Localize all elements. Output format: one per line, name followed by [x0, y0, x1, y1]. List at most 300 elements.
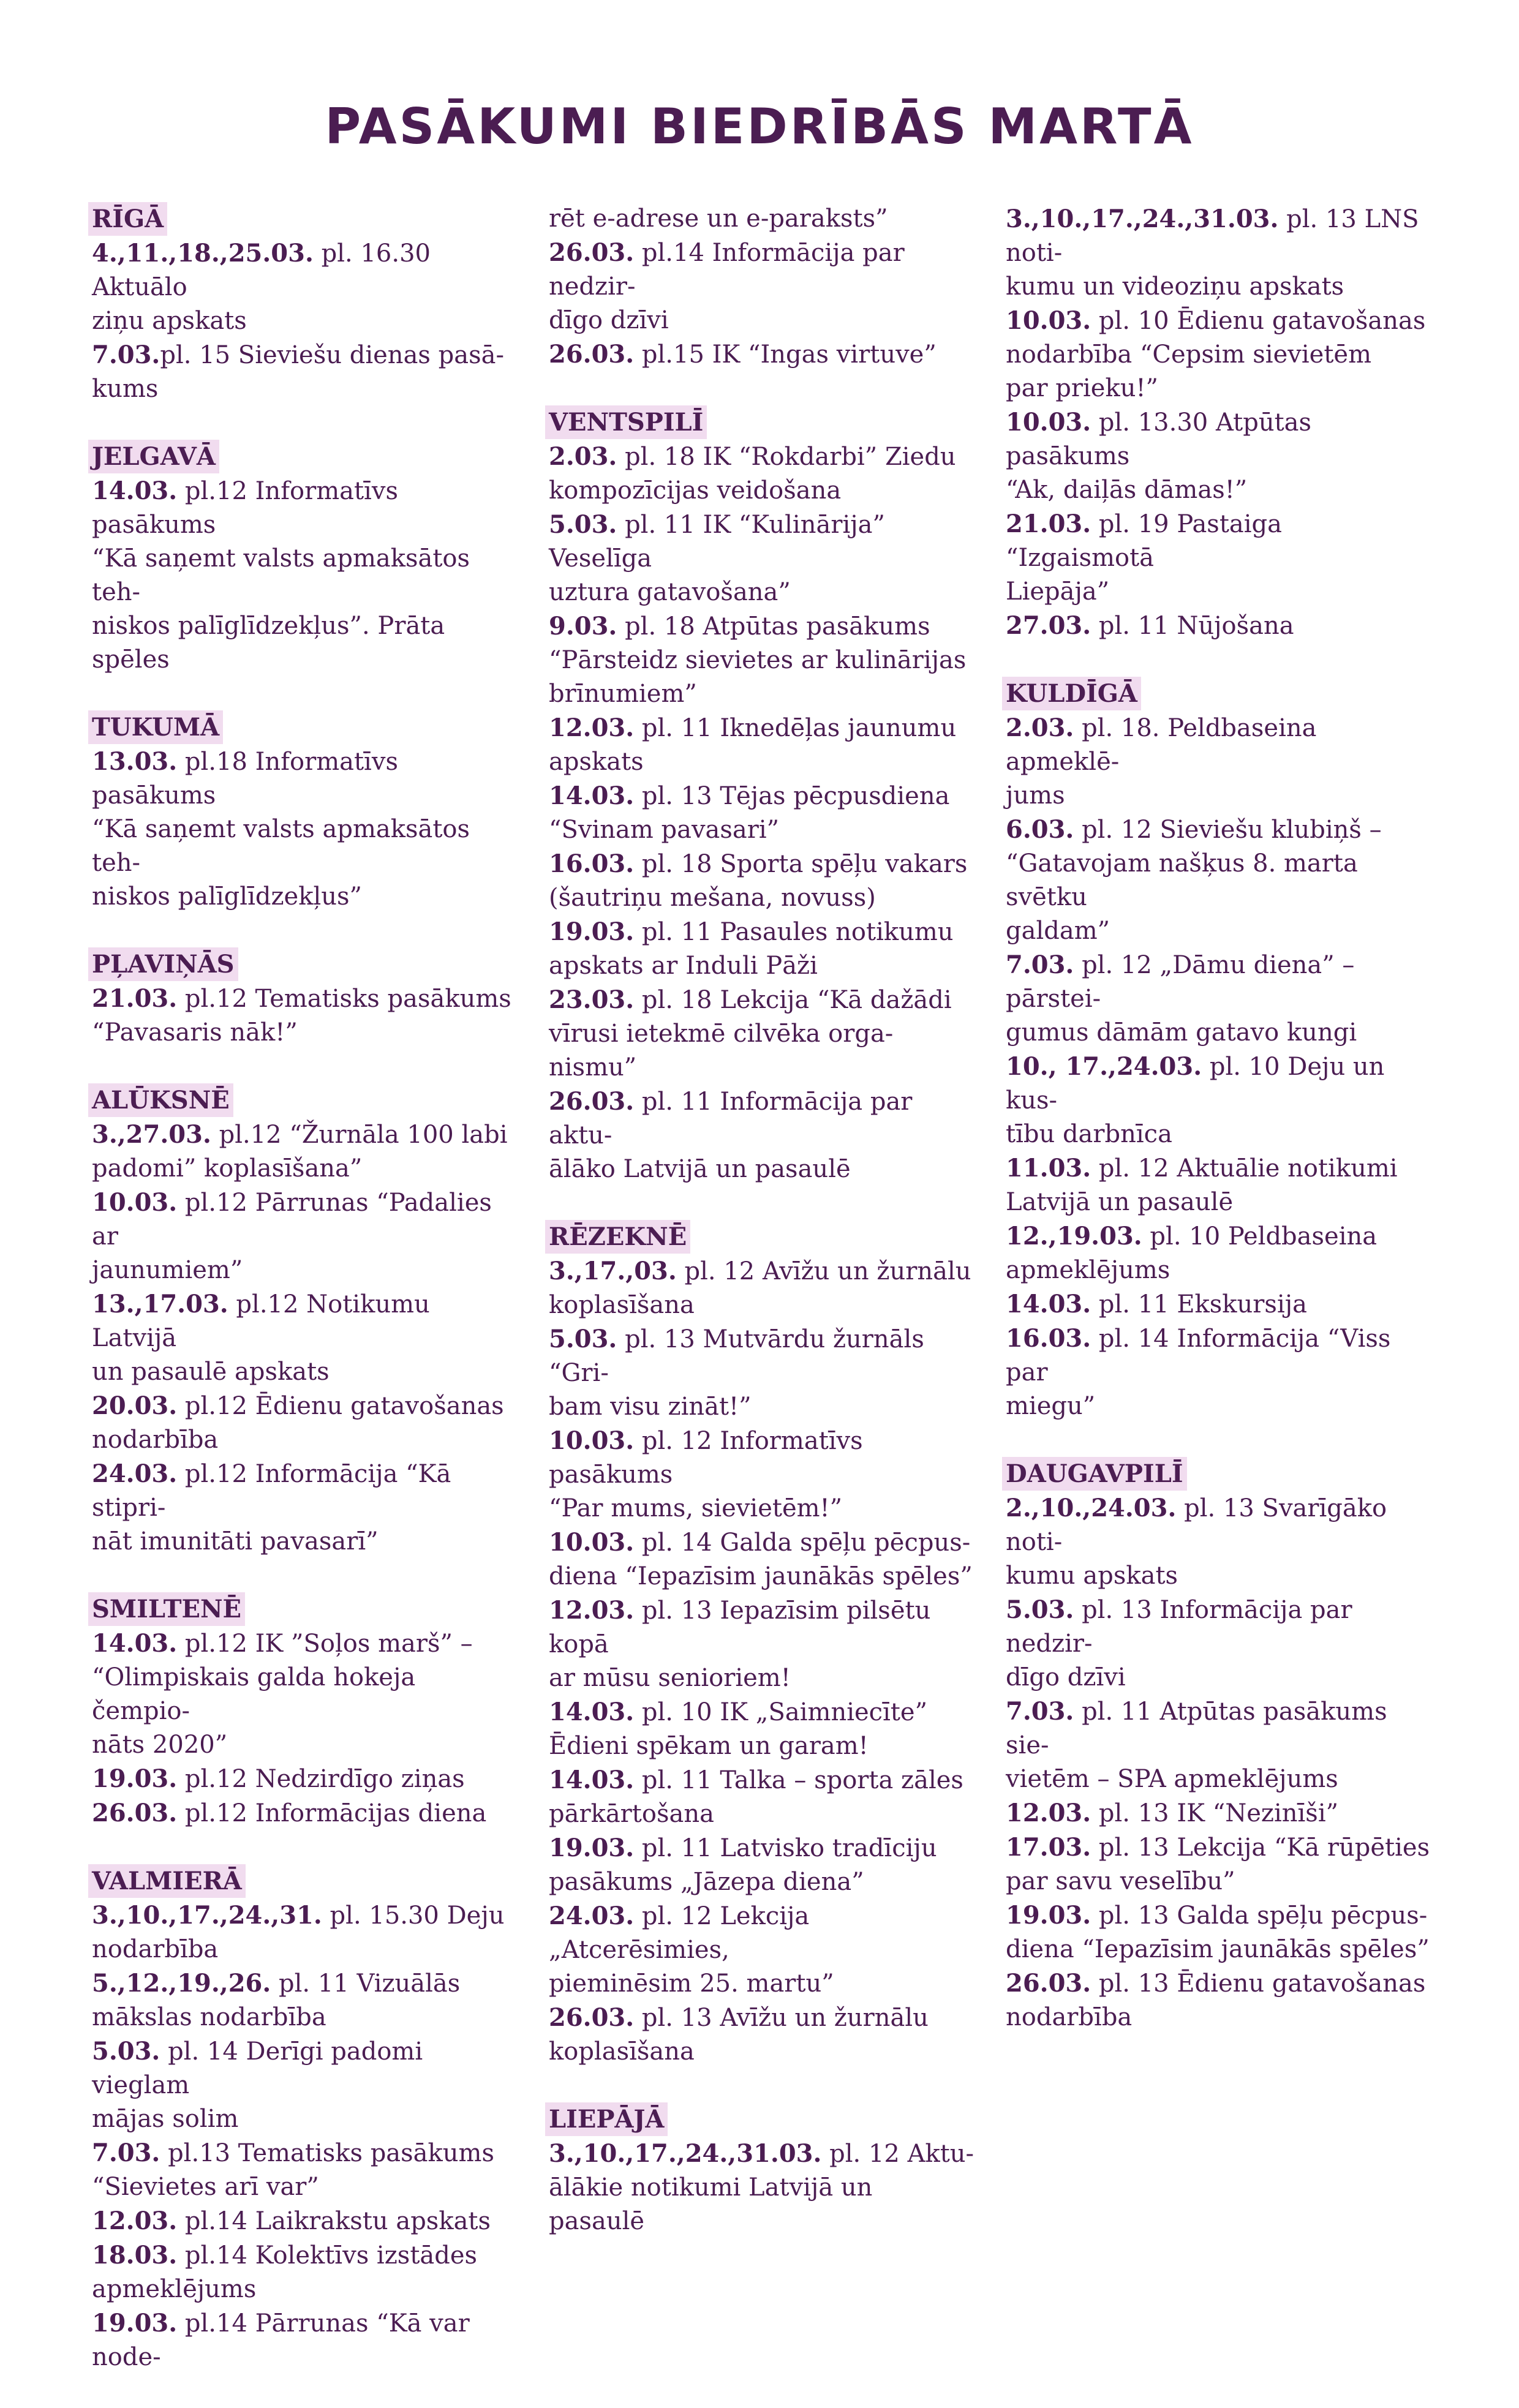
- city-heading: JELGAVĀ: [88, 440, 219, 473]
- event-text: ziņu apskats: [92, 307, 247, 335]
- city-heading: PĻAVIŅĀS: [88, 947, 238, 981]
- event-date: 19.03.: [549, 917, 635, 946]
- event-text: pl. 13 Ēdienu gatavošanas: [1091, 1970, 1426, 1998]
- event-entry-continuation: [92, 2001, 521, 2034]
- event-entry: [1006, 1287, 1434, 1322]
- event-date: 13.03.: [92, 747, 178, 776]
- event-text: pl. 11 Vizuālās: [271, 1970, 461, 1998]
- event-text: pl. 13 Svarīgāko noti-: [1006, 1494, 1387, 1556]
- event-text: vīrusi ietekmē cilvēka orga-: [549, 1020, 894, 1048]
- event-text: pl. 13 LNS noti-: [1006, 205, 1419, 267]
- event-entry-continuation: [92, 1016, 521, 1050]
- event-entry-continuation: [92, 609, 521, 677]
- event-entry: [1006, 1830, 1434, 1865]
- event-date: 7.03.: [92, 341, 160, 369]
- event-entry-continuation: [1006, 1865, 1434, 1898]
- event-entry: [549, 779, 978, 813]
- event-entry: [549, 1526, 978, 1560]
- event-entry: [92, 2034, 521, 2102]
- city-section: [1006, 677, 1434, 1423]
- event-entry-continuation: [92, 1423, 521, 1457]
- event-text: pl.12 “Žurnāla 100 labi: [211, 1121, 508, 1149]
- event-entry-continuation: [549, 1017, 978, 1051]
- event-entry: [549, 2001, 978, 2035]
- event-text: pl. 11 Ekskursija: [1091, 1290, 1307, 1319]
- event-entry: [549, 1593, 978, 1661]
- event-entry-continuation: [549, 2171, 978, 2205]
- event-date: 21.03.: [92, 984, 178, 1013]
- event-text: (šautriņu mešana, novuss): [549, 884, 876, 912]
- city-heading: RĪGĀ: [88, 202, 167, 236]
- event-entry: [92, 1762, 521, 1796]
- event-entry-continuation: [549, 1967, 978, 2001]
- event-text: Ēdieni spēkam un garam!: [549, 1732, 869, 1760]
- event-date: 16.03.: [1006, 1324, 1091, 1353]
- event-entry-continuation: [549, 813, 978, 847]
- event-entry-continuation: [1006, 473, 1434, 507]
- event-entry-continuation: [549, 1729, 978, 1763]
- event-text: “Svinam pavasari”: [549, 816, 780, 844]
- event-date: 3.,17.,03.: [549, 1257, 677, 1285]
- event-date: 26.03.: [92, 1799, 178, 1827]
- event-entry: [549, 1831, 978, 1865]
- event-date: 10.03.: [1006, 306, 1091, 335]
- event-entry: [92, 1287, 521, 1355]
- event-text: pl. 13 Mutvārdu žurnāls “Gri-: [549, 1325, 924, 1387]
- event-entry: [1006, 405, 1434, 473]
- event-text: pl. 12 Avīžu un žurnālu: [676, 1257, 971, 1285]
- event-entry-continuation: [1006, 1254, 1434, 1287]
- event-entry-continuation: [92, 542, 521, 609]
- event-entry-continuation: [549, 2205, 978, 2238]
- column-3: [1006, 202, 1434, 2068]
- event-date: 26.03.: [549, 340, 635, 369]
- event-entry: [1006, 1322, 1434, 1390]
- city-section: [1006, 1457, 1434, 2034]
- event-text: pl. 13 Informācija par nedzir-: [1006, 1596, 1352, 1658]
- event-entry-continuation: [92, 813, 521, 880]
- city-section: [92, 710, 521, 914]
- event-text: ālākie notikumi Latvijā un: [549, 2173, 873, 2202]
- city-section: [1006, 202, 1434, 643]
- event-entry-continuation: [1006, 1186, 1434, 1219]
- event-date: 2.03.: [549, 442, 617, 471]
- event-text: brīnumiem”: [549, 680, 697, 708]
- event-text: pl.14 Kolektīvs izstādes: [177, 2241, 478, 2270]
- event-entry: [1006, 711, 1434, 779]
- event-entry: [92, 1389, 521, 1423]
- event-entry: [1006, 1695, 1434, 1763]
- event-entry: [549, 1899, 978, 1967]
- event-date: 12.03.: [549, 713, 635, 742]
- event-text: pl.12 Nedzirdīgo ziņas: [177, 1765, 465, 1793]
- event-text: pl. 15 Sieviešu dienas pasā-: [160, 341, 504, 369]
- event-date: 9.03.: [549, 612, 617, 641]
- event-text: koplasīšana: [549, 2037, 695, 2066]
- event-entry-continuation: [1006, 914, 1434, 948]
- event-date: 17.03.: [1006, 1833, 1091, 1862]
- event-date: 14.03.: [549, 781, 635, 810]
- event-text: pl.12 Informācija “Kā stipri-: [92, 1460, 451, 1522]
- event-date: 16.03.: [549, 849, 635, 878]
- event-text: pl. 19 Pastaiga “Izgaismotā: [1006, 510, 1283, 572]
- event-date: 10.03.: [1006, 408, 1091, 437]
- event-entry: [92, 1118, 521, 1152]
- event-entry: [549, 2137, 978, 2171]
- event-text: padomi” koplasīšana”: [92, 1154, 363, 1183]
- event-text: kompozīcijas veidošana: [549, 476, 842, 505]
- city-heading: DAUGAVPILĪ: [1002, 1457, 1187, 1491]
- event-entry-continuation: [92, 1933, 521, 1966]
- event-text: uztura gatavošana”: [549, 578, 791, 606]
- event-text: kumu apskats: [1006, 1562, 1178, 1590]
- event-entry: [1006, 507, 1434, 575]
- event-entry-continuation: [549, 1661, 978, 1695]
- event-entry: [549, 337, 978, 372]
- event-entry-continuation: [549, 1492, 978, 1526]
- event-text: pl. 11 Talka – sporta zāles: [634, 1766, 963, 1794]
- event-date: 12.03.: [549, 1596, 635, 1625]
- event-text: pasaulē: [549, 2207, 645, 2235]
- event-entry-continuation: [549, 1390, 978, 1424]
- event-date: 19.03.: [549, 1834, 635, 1862]
- event-text: pl. 16.30 Aktuālo: [92, 239, 431, 301]
- city-section: [92, 947, 521, 1050]
- event-text: pl. 12 Aktu-: [821, 2140, 974, 2168]
- event-entry: [549, 915, 978, 949]
- event-entry: [1006, 1966, 1434, 2001]
- event-entry: [1006, 1898, 1434, 1933]
- event-date: 10., 17.,24.03.: [1006, 1052, 1202, 1081]
- event-text: pl.13 Tematisks pasākums: [160, 2139, 494, 2167]
- event-entry-continuation: [92, 304, 521, 338]
- event-text: nodarbība: [1006, 2003, 1133, 2031]
- event-entry: [92, 2136, 521, 2170]
- event-date: 27.03.: [1006, 611, 1091, 640]
- event-entry: [92, 474, 521, 542]
- event-entry: [549, 508, 978, 576]
- city-heading: ALŪKSNĒ: [88, 1083, 233, 1117]
- city-section: [549, 405, 978, 1186]
- event-text: pl.12 Tematisks pasākums: [177, 985, 511, 1013]
- event-text: pl. 11 Informācija par aktu-: [549, 1088, 913, 1149]
- event-text: pl. 12 Lekcija „Atcerēsimies,: [549, 1902, 810, 1964]
- event-entry-continuation: [549, 677, 978, 711]
- event-entry-continuation: [92, 1355, 521, 1389]
- event-entry-continuation: [1006, 2001, 1434, 2034]
- event-text: pl. 11 Latvisko tradīciju: [634, 1834, 937, 1862]
- event-text: pl.12 Informatīvs pasākums: [92, 477, 398, 539]
- event-text: apmeklējums: [1006, 1256, 1170, 1284]
- event-text: galdam”: [1006, 917, 1110, 945]
- event-text: kumu un videoziņu apskats: [1006, 273, 1344, 301]
- event-text: pl.12 Ēdienu gatavošanas: [177, 1392, 504, 1420]
- event-entry-continuation: [1006, 779, 1434, 813]
- event-entry: [92, 1457, 521, 1525]
- event-date: 5.03.: [92, 2037, 160, 2066]
- event-entry: [1006, 1491, 1434, 1559]
- event-entry-continuation: [549, 202, 978, 236]
- event-text: “Kā saņemt valsts apmaksātos teh-: [92, 544, 470, 606]
- city-heading: VALMIERĀ: [88, 1864, 246, 1898]
- event-text: pl. 18. Peldbaseina apmeklē-: [1006, 714, 1317, 776]
- event-date: 14.03.: [1006, 1290, 1091, 1319]
- event-date: 2.,10.,24.03.: [1006, 1494, 1177, 1522]
- event-text: “Pavasaris nāk!”: [92, 1018, 298, 1047]
- event-text: niskos palīglīdzekļus”: [92, 882, 362, 911]
- city-heading: VENTSPILĪ: [545, 405, 707, 439]
- event-text: ar mūsu senioriem!: [549, 1664, 791, 1692]
- event-text: pl.15 IK “Ingas virtuve”: [634, 341, 937, 369]
- event-entry-continuation: [1006, 372, 1434, 405]
- column-1: [92, 202, 521, 2408]
- event-text: pl. 11 Iknedēļas jaunumu: [634, 714, 957, 742]
- event-entry: [1006, 304, 1434, 338]
- page-title: PASĀKUMI BIEDRĪBĀS MARTĀ: [325, 98, 1194, 155]
- event-text: “Par mums, sievietēm!”: [549, 1494, 843, 1522]
- city-heading: TUKUMĀ: [88, 710, 223, 744]
- event-entry: [92, 1966, 521, 2001]
- event-date: 12.03.: [1006, 1799, 1091, 1827]
- event-text: pl. 18 Sporta spēļu vakars: [634, 850, 968, 878]
- event-entry: [92, 338, 521, 372]
- event-date: 10.03.: [92, 1188, 178, 1217]
- event-date: 19.03.: [92, 1764, 178, 1793]
- event-date: 4.,11.,18.,25.03.: [92, 239, 314, 268]
- event-entry-continuation: [1006, 575, 1434, 609]
- event-text: nismu”: [549, 1053, 637, 1082]
- event-entry: [549, 1763, 978, 1797]
- city-section: [92, 1592, 521, 1830]
- event-date: 5.,12.,19.,26.: [92, 1969, 271, 1998]
- event-date: 14.03.: [549, 1766, 635, 1794]
- event-date: 7.03.: [1006, 1697, 1074, 1726]
- event-entry: [92, 236, 521, 304]
- event-date: 7.03.: [92, 2139, 160, 2167]
- event-text: jums: [1006, 781, 1065, 810]
- event-text: “Ak, daiļās dāmas!”: [1006, 476, 1248, 504]
- event-date: 5.03.: [549, 1325, 617, 1353]
- event-entry: [549, 440, 978, 474]
- event-entry: [92, 1627, 521, 1661]
- event-text: pl. 12 Sieviešu klubiņš –: [1074, 816, 1382, 844]
- event-date: 24.03.: [549, 1902, 635, 1930]
- event-text: nodarbība “Cepsim sievietēm: [1006, 341, 1372, 369]
- column-2: [549, 202, 978, 2272]
- event-text: nāt imunitāti pavasarī”: [92, 1527, 379, 1556]
- event-entry: [549, 1695, 978, 1729]
- event-date: 24.03.: [92, 1459, 178, 1488]
- event-text: pl. 11 Nūjošana: [1091, 612, 1294, 640]
- event-text: ālāko Latvijā un pasaulē: [549, 1155, 851, 1183]
- event-entry-continuation: [549, 576, 978, 609]
- event-entry: [1006, 609, 1434, 643]
- city-section: [92, 1083, 521, 1559]
- event-entry-continuation: [549, 1797, 978, 1831]
- event-entry-continuation: [1006, 1933, 1434, 1966]
- event-entry: [549, 847, 978, 881]
- event-text: pl.14 Informācija par nedzir-: [549, 239, 905, 301]
- event-entry-continuation: [92, 1661, 521, 1728]
- event-text: pl. 11 Pasaules notikumu: [634, 918, 954, 946]
- event-entry: [549, 711, 978, 745]
- event-date: 12.03.: [92, 2207, 178, 2235]
- event-entry: [1006, 948, 1434, 1016]
- event-date: 3.,10.,17.,24.,31.: [92, 1901, 322, 1930]
- event-date: 6.03.: [1006, 815, 1074, 844]
- event-entry: [92, 1796, 521, 1830]
- event-entry-continuation: [1006, 338, 1434, 372]
- event-entry: [1006, 1796, 1434, 1830]
- event-text: kums: [92, 375, 159, 403]
- event-entry-continuation: [1006, 1763, 1434, 1796]
- event-date: 14.03.: [549, 1698, 635, 1726]
- event-text: apskats: [549, 748, 644, 776]
- event-date: 20.03.: [92, 1391, 178, 1420]
- event-entry-continuation: [1006, 1016, 1434, 1050]
- event-entry-continuation: [549, 1153, 978, 1186]
- event-text: “Sievietes arī var”: [92, 2173, 319, 2201]
- event-text: mājas solim: [92, 2105, 239, 2133]
- event-entry-continuation: [549, 1289, 978, 1322]
- event-date: 12.,19.03.: [1006, 1222, 1142, 1251]
- event-date: 3.,10.,17.,24.,31.03.: [549, 2139, 822, 2168]
- event-text: rēt e-adrese un e-paraksts”: [549, 205, 888, 233]
- event-text: mākslas nodarbība: [92, 2003, 326, 2031]
- event-entry-continuation: [92, 880, 521, 914]
- event-date: 19.03.: [1006, 1901, 1091, 1930]
- event-entry-continuation: [549, 1560, 978, 1593]
- event-text: par savu veselību”: [1006, 1867, 1235, 1895]
- event-entry-continuation: [92, 1525, 521, 1559]
- event-date: 10.03.: [549, 1426, 635, 1455]
- event-text: apmeklējums: [92, 2275, 257, 2303]
- event-entry-continuation: [549, 881, 978, 915]
- city-heading: KULDĪGĀ: [1002, 677, 1141, 710]
- city-section: [92, 202, 521, 406]
- event-text: nāts 2020”: [92, 1731, 228, 1759]
- event-entry-continuation: [1006, 1390, 1434, 1423]
- event-text: gumus dāmām gatavo kungi: [1006, 1018, 1357, 1047]
- event-date: 21.03.: [1006, 510, 1091, 538]
- event-text: pl. 14 Derīgi padomi vieglam: [92, 2037, 423, 2099]
- event-text: pl. 13 Avīžu un žurnālu: [634, 2004, 929, 2032]
- city-heading: SMILTENĒ: [88, 1592, 245, 1626]
- event-entry-continuation: [92, 2170, 521, 2204]
- event-text: un pasaulē apskats: [92, 1358, 330, 1386]
- event-text: “Kā saņemt valsts apmaksātos teh-: [92, 815, 470, 877]
- event-entry: [549, 1254, 978, 1289]
- event-text: diena “Iepazīsim jaunākās spēles”: [549, 1562, 973, 1590]
- event-text: pl. 12 Aktuālie notikumi: [1091, 1154, 1398, 1183]
- event-entry: [92, 1898, 521, 1933]
- event-entry: [92, 2204, 521, 2238]
- event-date: 3.,10.,17.,24.,31.03.: [1006, 205, 1279, 233]
- event-date: 5.03.: [1006, 1595, 1074, 1624]
- event-entry: [92, 2306, 521, 2374]
- event-date: 14.03.: [92, 1629, 178, 1658]
- event-text: pl.12 Informācijas diena: [177, 1799, 487, 1827]
- city-section: [92, 440, 521, 677]
- event-text: pl.12 Pārrunas “Padalies ar: [92, 1189, 492, 1251]
- event-entry-continuation: [92, 372, 521, 406]
- event-text: miegu”: [1006, 1392, 1096, 1420]
- event-text: pl. 13 Iepazīsim pilsētu kopā: [549, 1597, 931, 1658]
- event-text: pl. 18 IK “Rokdarbi” Ziedu: [617, 443, 956, 471]
- event-text: pl. 14 Informācija “Viss par: [1006, 1325, 1391, 1386]
- event-text: pārkārtošana: [549, 1800, 714, 1828]
- event-date: 26.03.: [1006, 1969, 1091, 1998]
- event-entry-continuation: [92, 2102, 521, 2136]
- event-date: 19.03.: [92, 2309, 178, 2338]
- event-date: 14.03.: [92, 476, 178, 505]
- event-text: niskos palīglīdzekļus”. Prāta spēles: [92, 612, 445, 674]
- event-entry: [549, 609, 978, 644]
- event-entry: [549, 1322, 978, 1390]
- event-entry-continuation: [1006, 1559, 1434, 1593]
- event-entry-continuation: [92, 2273, 521, 2306]
- event-text: “Pārsteidz sievietes ar kulinārijas: [549, 646, 967, 674]
- event-date: 26.03.: [549, 238, 635, 267]
- event-entry-continuation: [549, 949, 978, 983]
- event-date: 18.03.: [92, 2241, 178, 2270]
- event-entry-continuation: [92, 1152, 521, 1186]
- event-entry: [1006, 1219, 1434, 1254]
- event-text: pl. 18 Lekcija “Kā dažādi: [634, 986, 952, 1014]
- event-date: 11.03.: [1006, 1154, 1091, 1183]
- city-section: [549, 1220, 978, 2069]
- event-entry: [92, 982, 521, 1016]
- event-text: pl.12 Notikumu Latvijā: [92, 1290, 430, 1352]
- event-text: pl. 12 „Dāmu diena” – pārstei-: [1006, 951, 1355, 1013]
- event-text: vietēm – SPA apmeklējums: [1006, 1765, 1338, 1793]
- event-entry: [1006, 202, 1434, 270]
- event-text: pl. 11 Atpūtas pasākums sie-: [1006, 1698, 1387, 1759]
- event-text: pl.18 Informatīvs pasākums: [92, 748, 398, 810]
- event-text: Liepāja”: [1006, 578, 1110, 606]
- event-text: pl. 10 IK „Saimniecīte”: [634, 1698, 928, 1726]
- event-entry-continuation: [92, 1728, 521, 1762]
- city-heading: LIEPĀJĀ: [545, 2102, 668, 2136]
- event-entry-continuation: [549, 1865, 978, 1899]
- event-text: pl. 13.30 Atpūtas pasākums: [1006, 408, 1312, 470]
- event-date: 3.,27.03.: [92, 1120, 211, 1149]
- event-text: tību darbnīca: [1006, 1120, 1172, 1148]
- event-entry: [549, 1424, 978, 1492]
- event-text: pl.14 Laikrakstu apskats: [177, 2207, 491, 2235]
- event-text: pl. 13 Lekcija “Kā rūpēties: [1091, 1834, 1430, 1862]
- event-entry-continuation: [549, 644, 978, 677]
- event-entry-continuation: [1006, 847, 1434, 914]
- city-section: [549, 202, 978, 372]
- event-text: “Olimpiskais galda hokeja čempio-: [92, 1663, 416, 1725]
- event-entry: [1006, 1593, 1434, 1661]
- event-text: dīgo dzīvi: [549, 306, 669, 334]
- event-text: pl. 11 IK “Kulinārija” Veselīga: [549, 511, 885, 573]
- event-text: pl. 10 Deju un kus-: [1006, 1053, 1385, 1115]
- event-text: dīgo dzīvi: [1006, 1663, 1126, 1691]
- event-text: pl.14 Pārrunas “Kā var node-: [92, 2309, 470, 2371]
- event-entry: [92, 1186, 521, 1254]
- event-text: bam visu zināt!”: [549, 1393, 752, 1421]
- event-date: 2.03.: [1006, 713, 1074, 742]
- event-text: “Gatavojam našķus 8. marta svētku: [1006, 849, 1358, 911]
- event-text: jaunumiem”: [92, 1256, 243, 1284]
- event-entry-continuation: [1006, 270, 1434, 304]
- event-date: 13.,17.03.: [92, 1290, 228, 1319]
- event-text: pieminēsim 25. martu”: [549, 1970, 834, 1998]
- event-text: nodarbība: [92, 1935, 219, 1963]
